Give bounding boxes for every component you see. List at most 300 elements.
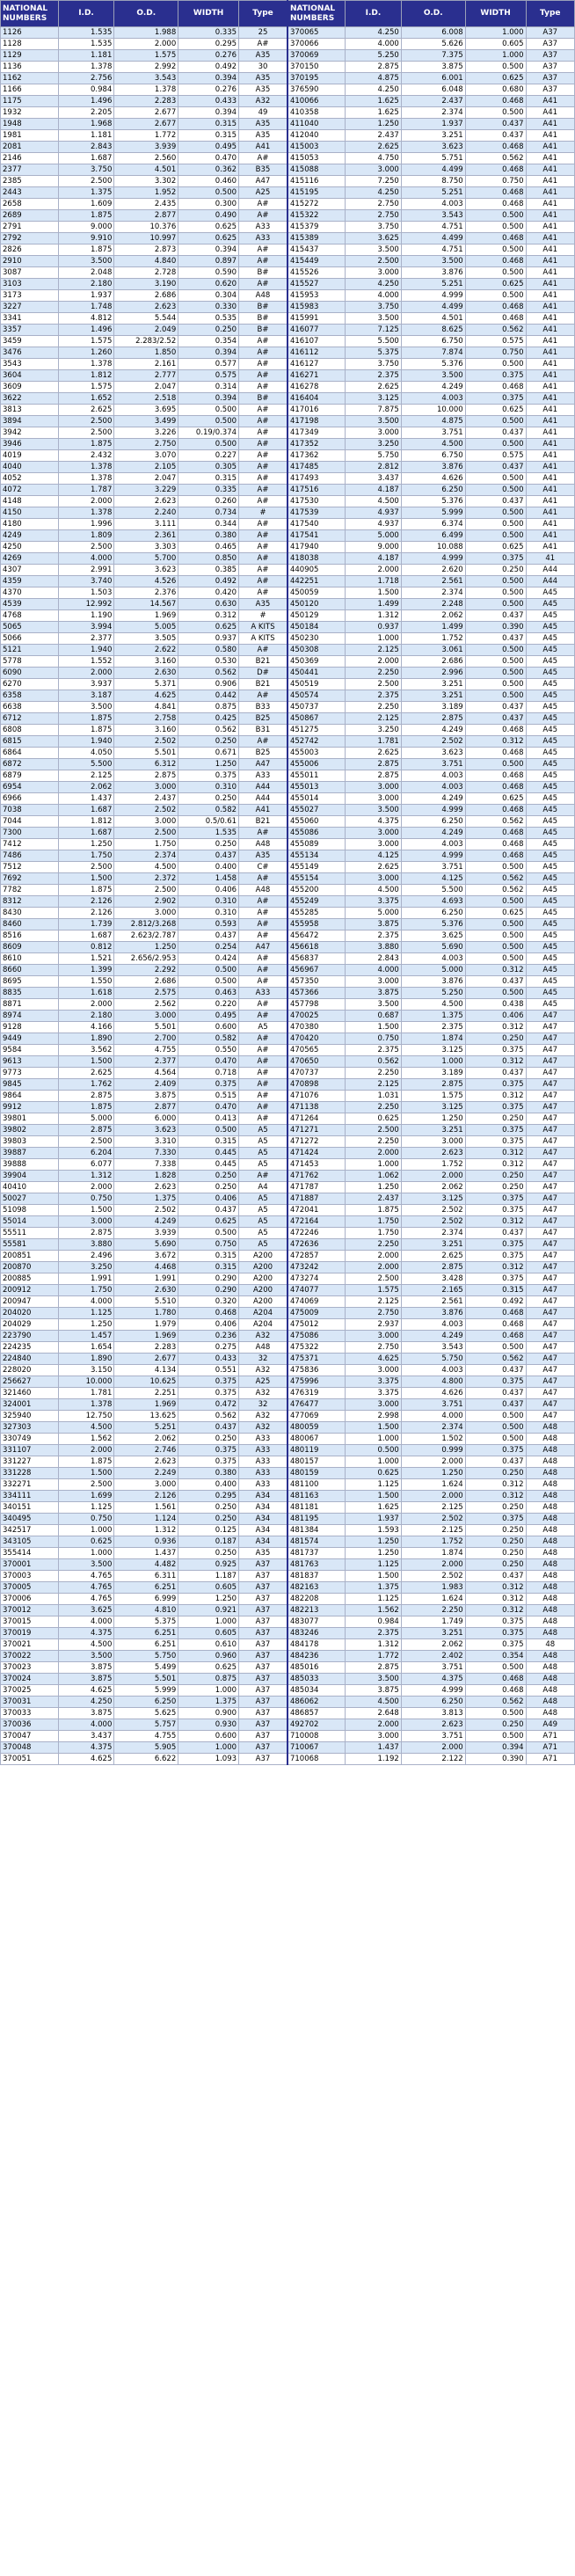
id-cell: 9.000 — [346, 542, 402, 553]
national-number-cell: 450120 — [288, 599, 346, 610]
type-cell: A37 — [526, 50, 575, 62]
od-cell: 3.000 — [114, 908, 178, 919]
id-cell: 2.250 — [346, 702, 402, 713]
od-cell: 2.126 — [114, 1491, 178, 1502]
type-cell: A44 — [526, 576, 575, 587]
od-cell: 3.751 — [401, 1731, 465, 1742]
id-cell: 3.875 — [58, 1708, 114, 1719]
width-cell: 0.375 — [465, 1639, 526, 1651]
type-cell: A45 — [526, 896, 575, 908]
width-cell: 0.468 — [465, 256, 526, 267]
id-cell: 2.125 — [346, 645, 402, 656]
width-cell: 0.605 — [178, 1582, 239, 1594]
id-cell: 5.000 — [346, 530, 402, 542]
width-cell: 0.562 — [178, 1411, 239, 1422]
type-cell: A41 — [526, 302, 575, 313]
national-number-cell: 1932 — [1, 107, 59, 119]
id-cell: 1.875 — [58, 439, 114, 450]
od-cell: 3.000 — [114, 816, 178, 828]
od-cell: 6.311 — [114, 1571, 178, 1582]
width-cell: 0.625 — [465, 793, 526, 805]
od-cell: 2.561 — [401, 576, 465, 587]
national-number-cell: 4249 — [1, 530, 59, 542]
type-cell: A41 — [526, 519, 575, 530]
od-cell: 3.695 — [114, 405, 178, 416]
type-cell: A45 — [526, 862, 575, 873]
id-cell: 3.000 — [346, 427, 402, 439]
width-cell: 1.187 — [178, 1571, 239, 1582]
od-cell: 2.062 — [114, 1434, 178, 1445]
national-number-cell: 4307 — [1, 565, 59, 576]
od-cell: 2.502 — [401, 1514, 465, 1525]
type-cell: A37 — [239, 1685, 288, 1697]
od-cell: 3.875 — [114, 1091, 178, 1102]
id-cell: 2.750 — [346, 1342, 402, 1354]
id-cell: 2.875 — [346, 759, 402, 770]
table-row — [1, 610, 575, 622]
od-cell: 1.780 — [114, 1308, 178, 1319]
od-cell: 6.750 — [401, 450, 465, 462]
id-cell: 2.437 — [346, 1193, 402, 1205]
type-cell: A# — [239, 496, 288, 507]
type-cell: A48 — [526, 1559, 575, 1571]
national-number-cell: 485034 — [288, 1685, 346, 1697]
width-cell: 0.500 — [465, 599, 526, 610]
type-cell: A33 — [239, 770, 288, 782]
type-cell: A47 — [526, 1068, 575, 1079]
table-row — [1, 313, 575, 325]
od-cell: 2.374 — [401, 1422, 465, 1434]
od-cell: 4.249 — [401, 793, 465, 805]
type-cell: A35 — [239, 599, 288, 610]
od-cell: 1.375 — [401, 1011, 465, 1022]
width-cell: 0.850 — [178, 553, 239, 565]
type-cell: A41 — [526, 462, 575, 473]
national-number-cell: 6712 — [1, 713, 59, 725]
national-number-cell: 6864 — [1, 748, 59, 759]
type-cell: A# — [239, 462, 288, 473]
id-cell: 1.500 — [346, 587, 402, 599]
type-cell: A45 — [526, 622, 575, 633]
width-cell: 0.375 — [465, 1205, 526, 1216]
table-row — [1, 416, 575, 427]
width-cell: 0.312 — [465, 1582, 526, 1594]
od-cell: 10.997 — [114, 233, 178, 244]
id-cell: 0.750 — [58, 1193, 114, 1205]
national-number-cell: 1981 — [1, 130, 59, 142]
id-cell: 1.000 — [346, 1434, 402, 1445]
od-cell: 4.125 — [401, 873, 465, 885]
width-cell: 0.315 — [178, 119, 239, 130]
type-cell: A# — [239, 199, 288, 210]
width-cell: 0.315 — [178, 473, 239, 485]
national-number-cell: 486857 — [288, 1708, 346, 1719]
id-cell: 1.500 — [58, 873, 114, 885]
table-body — [1, 27, 575, 1765]
national-number-cell: 7038 — [1, 805, 59, 816]
od-cell: 4.526 — [114, 576, 178, 587]
od-cell: 5.999 — [114, 1685, 178, 1697]
width-cell: 0.312 — [465, 1605, 526, 1616]
national-number-cell: 2081 — [1, 142, 59, 153]
national-number-cell: 9584 — [1, 1045, 59, 1056]
od-cell: 7.338 — [114, 1159, 178, 1171]
type-cell: A5 — [239, 1125, 288, 1136]
width-cell: 0.468 — [465, 725, 526, 736]
id-cell: 1.125 — [58, 1502, 114, 1514]
od-cell: 2.502 — [401, 1571, 465, 1582]
width-cell: 1.000 — [465, 50, 526, 62]
id-cell: 3.625 — [58, 1605, 114, 1616]
od-cell: 5.626 — [401, 39, 465, 50]
width-cell: 0.250 — [465, 1171, 526, 1182]
width-cell: 0.605 — [178, 1628, 239, 1639]
width-cell: 0.921 — [178, 1605, 239, 1616]
national-number-cell: 412040 — [288, 130, 346, 142]
width-cell: 0.550 — [178, 1045, 239, 1056]
table-row — [1, 976, 575, 988]
width-cell: 0.375 — [178, 1445, 239, 1456]
od-cell: 4.501 — [114, 164, 178, 176]
id-cell: 1.996 — [58, 519, 114, 530]
national-number-cell: 492702 — [288, 1719, 346, 1731]
table-row — [1, 1148, 575, 1159]
type-cell: A# — [239, 553, 288, 565]
table-row — [1, 1731, 575, 1742]
id-cell: 4.625 — [58, 1685, 114, 1697]
table-row — [1, 530, 575, 542]
national-number-cell: 3894 — [1, 416, 59, 427]
width-cell: 0.500 — [178, 976, 239, 988]
table-row — [1, 965, 575, 976]
id-cell: 6.077 — [58, 1159, 114, 1171]
width-cell: 0.492 — [178, 62, 239, 73]
id-cell: 4.937 — [346, 507, 402, 519]
od-cell: 4.875 — [401, 416, 465, 427]
id-cell: 5.375 — [346, 347, 402, 359]
type-cell: 41 — [526, 553, 575, 565]
national-number-cell: 470420 — [288, 1033, 346, 1045]
type-cell: A45 — [526, 679, 575, 690]
od-cell: 13.625 — [114, 1411, 178, 1422]
od-cell: 4.482 — [114, 1559, 178, 1571]
national-number-cell: 4019 — [1, 450, 59, 462]
type-cell: A41 — [526, 142, 575, 153]
width-cell: 0.312 — [465, 1594, 526, 1605]
national-number-cell: 8516 — [1, 930, 59, 942]
od-cell: 1.988 — [114, 27, 178, 39]
width-cell: 0.250 — [178, 736, 239, 748]
od-cell: 3.876 — [401, 976, 465, 988]
od-cell: 2.283/2.52 — [114, 336, 178, 347]
national-number-cell: 1126 — [1, 27, 59, 39]
id-cell: 0.984 — [58, 84, 114, 96]
od-cell: 3.875 — [401, 62, 465, 73]
national-number-cell: 6954 — [1, 782, 59, 793]
id-cell: 1.375 — [346, 1582, 402, 1594]
type-cell: A37 — [239, 1719, 288, 1731]
type-cell: A71 — [526, 1742, 575, 1754]
table-row — [1, 119, 575, 130]
id-cell: 1.875 — [58, 713, 114, 725]
table-row — [1, 599, 575, 610]
type-cell: A41 — [526, 530, 575, 542]
width-cell: 0.500 — [465, 62, 526, 73]
od-cell: 1.378 — [114, 84, 178, 96]
type-cell: A47 — [526, 1262, 575, 1273]
width-cell: 0.500 — [465, 1342, 526, 1354]
type-cell: A41 — [526, 416, 575, 427]
width-cell: 0.500 — [465, 690, 526, 702]
type-cell: A34 — [239, 1536, 288, 1548]
national-number-cell: 9864 — [1, 1091, 59, 1102]
type-cell: A45 — [526, 942, 575, 953]
width-cell: 0.312 — [465, 965, 526, 976]
national-number-cell: 710008 — [288, 1731, 346, 1742]
table-row — [1, 1662, 575, 1674]
national-number-cell: 481181 — [288, 1502, 346, 1514]
od-cell: 6.251 — [114, 1639, 178, 1651]
national-number-cell: 3459 — [1, 336, 59, 347]
id-cell: 0.937 — [346, 622, 402, 633]
type-cell: C# — [239, 862, 288, 873]
od-cell: 4.841 — [114, 702, 178, 713]
width-cell: 0.492 — [178, 576, 239, 587]
national-number-cell: 475322 — [288, 1342, 346, 1354]
id-cell: 3.000 — [346, 976, 402, 988]
type-cell: A45 — [526, 999, 575, 1011]
id-cell: 10.000 — [58, 1376, 114, 1388]
od-cell: 4.003 — [401, 1365, 465, 1376]
table-row — [1, 1548, 575, 1559]
od-cell: 1.750 — [114, 839, 178, 850]
table-row — [1, 999, 575, 1011]
id-cell: 6.204 — [58, 1148, 114, 1159]
type-cell: A# — [239, 896, 288, 908]
id-cell: 2.937 — [346, 1319, 402, 1331]
od-cell: 3.623 — [401, 142, 465, 153]
id-cell: 3.187 — [58, 690, 114, 702]
type-cell: A41 — [526, 370, 575, 382]
od-cell: 2.047 — [114, 382, 178, 393]
width-cell: 0.468 — [465, 164, 526, 176]
od-cell: 3.251 — [401, 130, 465, 142]
national-number-cell: 4370 — [1, 587, 59, 599]
width-cell: 0.575 — [465, 336, 526, 347]
width-cell: 0.250 — [465, 1113, 526, 1125]
width-cell: 0.312 — [465, 1262, 526, 1273]
type-cell: A# — [239, 953, 288, 965]
od-cell: 2.728 — [114, 267, 178, 279]
width-cell: 0.413 — [178, 1113, 239, 1125]
table-row — [1, 885, 575, 896]
national-number-cell: 7412 — [1, 839, 59, 850]
id-cell: 2.000 — [58, 999, 114, 1011]
national-number-cell: 450059 — [288, 587, 346, 599]
od-cell: 6.250 — [401, 816, 465, 828]
national-number-cell: 471787 — [288, 1182, 346, 1193]
od-cell: 4.249 — [401, 382, 465, 393]
id-cell: 2.250 — [346, 1102, 402, 1113]
od-cell: 5.501 — [114, 1022, 178, 1033]
od-cell: 3.505 — [114, 633, 178, 645]
od-cell: 1.749 — [401, 1616, 465, 1628]
id-cell: 3.000 — [346, 1331, 402, 1342]
national-number-cell: 8835 — [1, 988, 59, 999]
id-cell: 1.000 — [346, 633, 402, 645]
width-cell: 0.380 — [178, 1468, 239, 1479]
type-cell: A48 — [526, 1605, 575, 1616]
width-cell: 0.468 — [465, 1308, 526, 1319]
width-cell: 1.250 — [178, 759, 239, 770]
national-number-cell: 473242 — [288, 1262, 346, 1273]
national-number-cell: 450308 — [288, 645, 346, 656]
od-cell: 5.999 — [401, 507, 465, 519]
width-cell: 0.468 — [465, 302, 526, 313]
type-cell: A25 — [239, 1376, 288, 1388]
id-cell: 7.250 — [346, 176, 402, 187]
width-cell: 0.750 — [178, 1239, 239, 1251]
type-cell: # — [239, 507, 288, 519]
od-cell: 3.751 — [401, 427, 465, 439]
width-cell: 0.315 — [178, 1262, 239, 1273]
table-header — [1, 1, 575, 27]
type-cell: A48 — [526, 1548, 575, 1559]
table-row — [1, 1456, 575, 1468]
width-cell: 0.562 — [465, 816, 526, 828]
id-cell: 3.000 — [346, 782, 402, 793]
od-cell: 2.623 — [114, 1456, 178, 1468]
od-cell: 2.562 — [114, 999, 178, 1011]
table-row — [1, 1331, 575, 1342]
id-cell: 4.375 — [346, 816, 402, 828]
type-cell: A41 — [526, 507, 575, 519]
national-number-cell: 4148 — [1, 496, 59, 507]
width-cell: 0.442 — [178, 690, 239, 702]
national-number-cell: 482163 — [288, 1582, 346, 1594]
od-cell: 3.111 — [114, 519, 178, 530]
type-cell: A# — [239, 1068, 288, 1079]
type-cell: A37 — [239, 1594, 288, 1605]
national-number-cell: 228020 — [1, 1365, 59, 1376]
national-number-cell: 39887 — [1, 1148, 59, 1159]
od-cell: 4.468 — [114, 1262, 178, 1273]
table-row — [1, 1262, 575, 1273]
type-cell: A45 — [526, 702, 575, 713]
od-cell: 2.777 — [114, 370, 178, 382]
id-cell: 5.750 — [346, 450, 402, 462]
width-cell: 0.500 — [465, 473, 526, 485]
id-cell: 3.500 — [346, 416, 402, 427]
width-cell: 0.500 — [178, 965, 239, 976]
id-cell: 1.031 — [346, 1091, 402, 1102]
width-cell: 0.314 — [178, 382, 239, 393]
table-row — [1, 1022, 575, 1033]
type-cell: A# — [239, 1045, 288, 1056]
id-cell: 3.000 — [346, 828, 402, 839]
type-cell: A37 — [239, 1708, 288, 1719]
id-cell: 3.500 — [58, 256, 114, 267]
width-cell: 1.000 — [465, 27, 526, 39]
type-cell: A# — [239, 530, 288, 542]
od-cell: 2.062 — [401, 1182, 465, 1193]
id-cell: 4.500 — [58, 1422, 114, 1434]
national-number-cell: 480119 — [288, 1445, 346, 1456]
width-cell: 0.500 — [178, 1228, 239, 1239]
od-cell: 4.499 — [401, 302, 465, 313]
width-cell: 0.500 — [178, 187, 239, 199]
type-cell: A45 — [526, 645, 575, 656]
od-cell: 2.561 — [401, 1296, 465, 1308]
od-cell: 1.991 — [114, 1273, 178, 1285]
national-number-cell: 5121 — [1, 645, 59, 656]
id-cell: 1.378 — [58, 359, 114, 370]
od-cell: 1.969 — [114, 1399, 178, 1411]
type-cell: A45 — [526, 793, 575, 805]
type-cell: A# — [239, 1056, 288, 1068]
width-cell: 0.254 — [178, 942, 239, 953]
width-cell: 0.390 — [465, 1754, 526, 1765]
od-cell: 2.062 — [401, 610, 465, 622]
id-cell: 2.000 — [346, 1148, 402, 1159]
width-cell: 0.468 — [465, 839, 526, 850]
width-cell: 0.424 — [178, 953, 239, 965]
width-cell: 0.250 — [465, 1033, 526, 1045]
national-number-cell: 334111 — [1, 1491, 59, 1502]
national-number-cell: 417362 — [288, 450, 346, 462]
id-cell: 2.000 — [346, 1251, 402, 1262]
table-row — [1, 1708, 575, 1719]
id-cell: 2.875 — [58, 1125, 114, 1136]
od-cell: 2.620 — [401, 565, 465, 576]
type-cell: A48 — [526, 1502, 575, 1514]
id-cell: 2.875 — [58, 1091, 114, 1102]
national-number-cell: 455154 — [288, 873, 346, 885]
type-cell: A41 — [526, 325, 575, 336]
width-cell: 0.437 — [465, 462, 526, 473]
id-cell: 1.562 — [346, 1605, 402, 1616]
width-cell: 0.375 — [465, 553, 526, 565]
type-cell: A47 — [526, 1388, 575, 1399]
type-cell: A# — [239, 39, 288, 50]
type-cell: A41 — [526, 130, 575, 142]
od-cell: 3.623 — [114, 1125, 178, 1136]
type-cell: A37 — [239, 1616, 288, 1628]
od-cell: 1.752 — [401, 1159, 465, 1171]
od-cell: 3.303 — [114, 542, 178, 553]
od-cell: 6.000 — [114, 1113, 178, 1125]
type-cell: A35 — [239, 130, 288, 142]
national-number-cell: 370024 — [1, 1674, 59, 1685]
od-cell: 1.000 — [401, 1056, 465, 1068]
type-cell: A# — [239, 256, 288, 267]
type-cell: A32 — [239, 1331, 288, 1342]
id-cell: 3.000 — [346, 164, 402, 176]
id-cell: 1.496 — [58, 325, 114, 336]
national-number-cell: 4539 — [1, 599, 59, 610]
national-number-cell: 475009 — [288, 1308, 346, 1319]
od-cell: 1.952 — [114, 187, 178, 199]
width-cell: 0.680 — [465, 84, 526, 96]
id-cell: 1.250 — [346, 1536, 402, 1548]
national-number-cell: 455013 — [288, 782, 346, 793]
id-cell: 0.984 — [346, 1616, 402, 1628]
od-cell: 0.999 — [401, 1445, 465, 1456]
width-cell: 0.375 — [465, 1628, 526, 1639]
table-row — [1, 702, 575, 713]
national-number-cell: 370047 — [1, 1731, 59, 1742]
id-cell: 1.250 — [58, 839, 114, 850]
